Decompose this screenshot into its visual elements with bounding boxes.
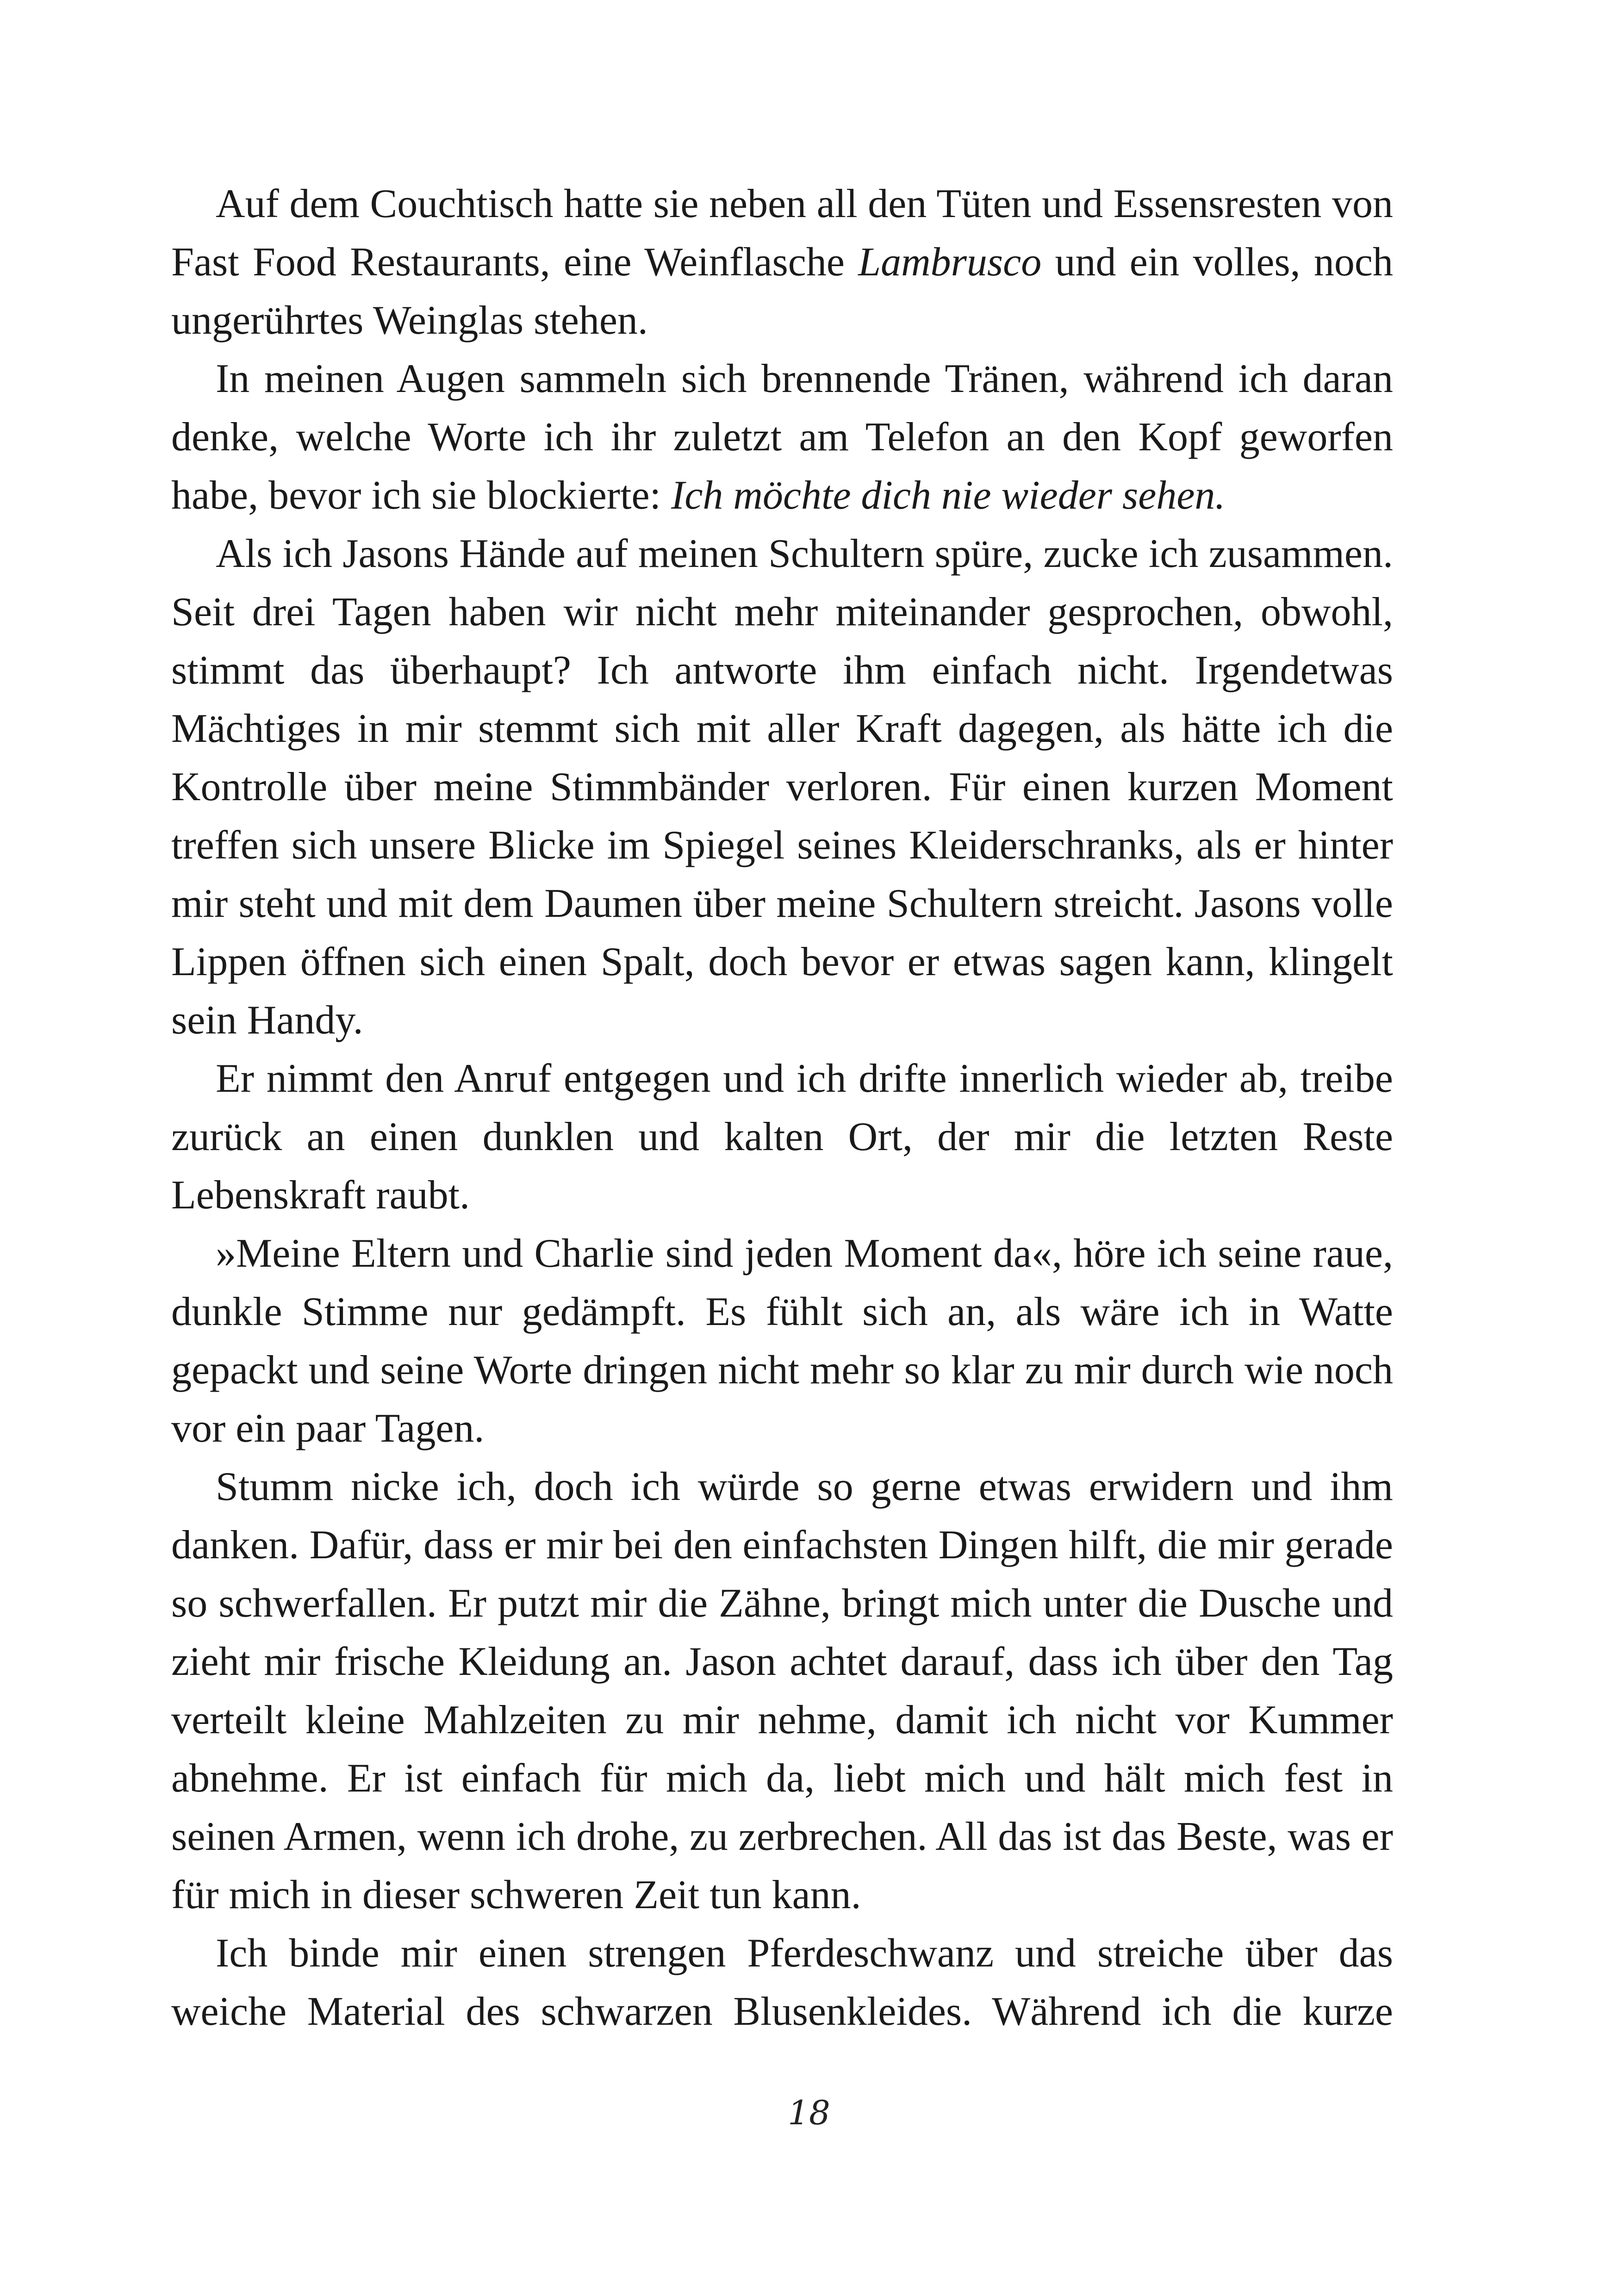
- paragraph-4: [171, 1050, 1393, 1225]
- paragraph-7: [171, 1924, 1393, 2041]
- paragraph-1: [171, 175, 1393, 350]
- paragraph-2-italic-quote: Ich möchte dich nie wieder sehen.: [671, 473, 1226, 518]
- paragraph-6: [171, 1458, 1393, 1924]
- paragraph-6-text: Stumm nicke ich, doch ich würde so gerne etwas erwidern und ihm danken. Dafür, dass er mir bei den einfachsten Dingen hilft, die mir gerade so schwerfallen. Er putzt mir die Zähne, bringt mich unter die Dusche und zieht mir frische Kleidung an. Jason achtet darauf, dass ich über den Tag verteilt kleine Mahlzeiten zu mir nehme, damit ich nicht vor Kummer abnehme. Er ist einfach für mich da, liebt mich und hält mich fest in seinen Armen, wenn ich drohe, zu zerbrechen. All das ist das Beste, was er für mich in dieser schweren Zeit tun kann.: [171, 1464, 1393, 1917]
- body-text: [171, 175, 1393, 2041]
- paragraph-3-text: Als ich Jasons Hände auf meinen Schultern spüre, zucke ich zusammen. Seit drei Tagen haben wir nicht mehr miteinander gesprochen, obwohl, stimmt das überhaupt? Ich antworte ihm einfach nicht. Irgendetwas Mächtiges in mir stemmt sich mit aller Kraft dagegen, als hätte ich die Kontrolle über meine Stimmbänder verloren. Für einen kurzen Moment treffen sich unsere Blicke im Spiegel seines Kleiderschranks, als er hinter mir steht und mit dem Daumen über meine Schultern streicht. Jasons volle Lippen öffnen sich einen Spalt, doch bevor er etwas sagen kann, klingelt sein Handy.: [171, 531, 1393, 1043]
- paragraph-7-text: Ich binde mir einen strengen Pferdeschwanz und streiche über das weiche Material des schwarzen Blusenkleides. Während ich die kurze: [171, 1931, 1393, 2034]
- paragraph-5-text: »Meine Eltern und Charlie sind jeden Moment da«, höre ich seine raue, dunkle Stimme nur gedämpft. Es fühlt sich an, als wäre ich in Watte gepackt und seine Worte dringen nicht mehr so klar zu mir durch wie noch vor ein paar Tagen.: [171, 1231, 1393, 1451]
- paragraph-5: [171, 1225, 1393, 1458]
- page-number: 18: [788, 2093, 830, 2132]
- paragraph-1-text: Auf dem Couchtisch hatte sie neben all den Tüten und Essensresten von Fast Food Restaurants, eine Weinflasche: [171, 181, 1393, 285]
- paragraph-2: [171, 350, 1393, 525]
- paragraph-4-text: Er nimmt den Anruf entgegen und ich drifte innerlich wieder ab, treibe zurück an einen dunklen und kalten Ort, der mir die letzten Reste Lebenskraft raubt.: [171, 1056, 1393, 1218]
- paragraph-1-text-end: und ein volles, noch ungerührtes Weinglas stehen.: [171, 240, 1393, 343]
- paragraph-2-text: In meinen Augen sammeln sich brennende Tränen, während ich daran denke, welche Worte ich ihr zuletzt am Telefon an den Kopf geworfen habe, bevor ich sie blockierte:: [171, 356, 1393, 518]
- paragraph-1-italic-wine: Lambrusco: [858, 240, 1042, 285]
- paragraph-3: [171, 525, 1393, 1050]
